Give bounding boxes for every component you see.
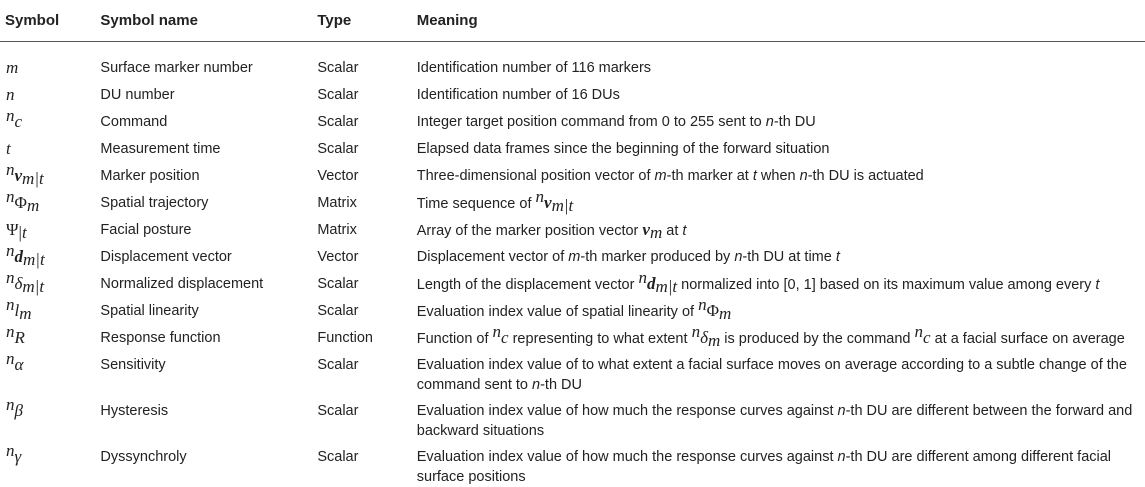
meaning-cell: Time sequence of $^nv_{m|t}$ [416, 187, 574, 215]
header-symbol: Symbol [0, 0, 95, 42]
header-type: Type [312, 0, 411, 42]
type-cell: Matrix [317, 222, 357, 238]
meaning-cell: Length of the displacement vector $^nd_{m|t}$ normalized into [0, 1] based on its maximum value among every t [416, 268, 1100, 296]
symbol-cell: $^n$R [6, 322, 25, 347]
table-row [0, 160, 1145, 187]
symbol-cell: $^n$β [6, 395, 23, 420]
symbol-cell: t [6, 139, 11, 158]
type-cell: Vector [317, 168, 359, 184]
table-row [0, 349, 1145, 395]
name-cell: Marker position [100, 168, 200, 184]
table-row [0, 187, 1145, 214]
meaning-cell: Evaluation index value of how much the response curves against n-th DU are different between the forward and backward situations [416, 403, 1133, 439]
symbol-cell: $\Psi_{|t}$ [6, 220, 27, 242]
symbol-cell: $^nl_m$ [6, 295, 32, 323]
name-cell: Hysteresis [100, 403, 169, 419]
name-cell: Facial posture [100, 222, 192, 238]
table-row [0, 441, 1145, 487]
table-row [0, 214, 1145, 241]
name-cell: Displacement vector [100, 249, 232, 265]
name-cell: Normalized displacement [100, 276, 264, 292]
meaning-cell: Identification number of 16 DUs [416, 87, 620, 103]
meaning-cell: Displacement vector of m-th marker produced by n-th DU at time t [416, 249, 840, 265]
type-cell: Scalar [317, 403, 359, 419]
name-cell: Response function [100, 330, 221, 346]
meaning-cell: Array of the marker position vector $v_m$ at t [416, 220, 687, 242]
symbol-cell: $^nd_{m|t}$ [6, 241, 45, 269]
table-row [0, 133, 1145, 160]
name-cell: Surface marker number [100, 60, 253, 76]
name-cell: Spatial trajectory [100, 195, 209, 211]
table-row [0, 395, 1145, 441]
meaning-cell: Identification number of 116 markers [416, 60, 652, 76]
symbol-cell: $^n$γ [6, 441, 22, 466]
name-cell: DU number [100, 87, 175, 103]
meaning-cell: Three-dimensional position vector of m-th marker at t when n-th DU is actuated [416, 168, 924, 184]
type-cell: Scalar [317, 141, 359, 157]
table-row [0, 268, 1145, 295]
meaning-cell: Elapsed data frames since the beginning of the forward situation [416, 141, 830, 157]
meaning-cell: Function of $^n$c representing to what extent $^n\delta_m$ is produced by the command $^n$c at a facial surface on average [416, 322, 1125, 350]
type-cell: Function [317, 330, 373, 346]
type-cell: Scalar [317, 357, 359, 373]
symbol-cell: n [6, 85, 15, 104]
table-row [0, 241, 1145, 268]
name-cell: Dyssynchroly [100, 449, 187, 465]
type-cell: Scalar [317, 449, 359, 465]
name-cell: Sensitivity [100, 357, 166, 373]
table-row [0, 106, 1145, 133]
table-row [0, 79, 1145, 106]
type-cell: Scalar [317, 60, 359, 76]
table-row [0, 322, 1145, 349]
type-cell: Scalar [317, 114, 359, 130]
symbol-cell: $^n\delta_{m|t}$ [6, 268, 45, 296]
type-cell: Vector [317, 249, 359, 265]
symbol-cell: $^n$α [6, 349, 24, 374]
header-meaning: Meaning [412, 0, 1145, 42]
table-row [0, 295, 1145, 322]
header-symbol-name: Symbol name [95, 0, 312, 42]
meaning-cell: Evaluation index value of to what extent a facial surface moves on average according to a subtle change of the command sent to n-th DU [416, 357, 1127, 393]
name-cell: Spatial linearity [100, 303, 199, 319]
meaning-cell: Evaluation index value of spatial linearity of $^n\Phi_m$ [416, 295, 732, 323]
name-cell: Command [100, 114, 168, 130]
table-row [0, 42, 1145, 80]
type-cell: Matrix [317, 195, 357, 211]
symbol-cell: m [6, 58, 19, 77]
meaning-cell: Evaluation index value of how much the response curves against n-th DU are different among different facial surface positions [416, 449, 1112, 485]
name-cell: Measurement time [100, 141, 221, 157]
type-cell: Scalar [317, 87, 359, 103]
symbol-cell: $^nv_{m|t}$ [6, 160, 44, 188]
symbol-cell: $^n$c [6, 106, 23, 131]
meaning-cell: Integer target position command from 0 to 255 sent to n-th DU [416, 114, 816, 130]
type-cell: Scalar [317, 303, 359, 319]
type-cell: Scalar [317, 276, 359, 292]
symbol-cell: $^n\Phi_m$ [6, 187, 40, 215]
header-row [0, 0, 1145, 42]
